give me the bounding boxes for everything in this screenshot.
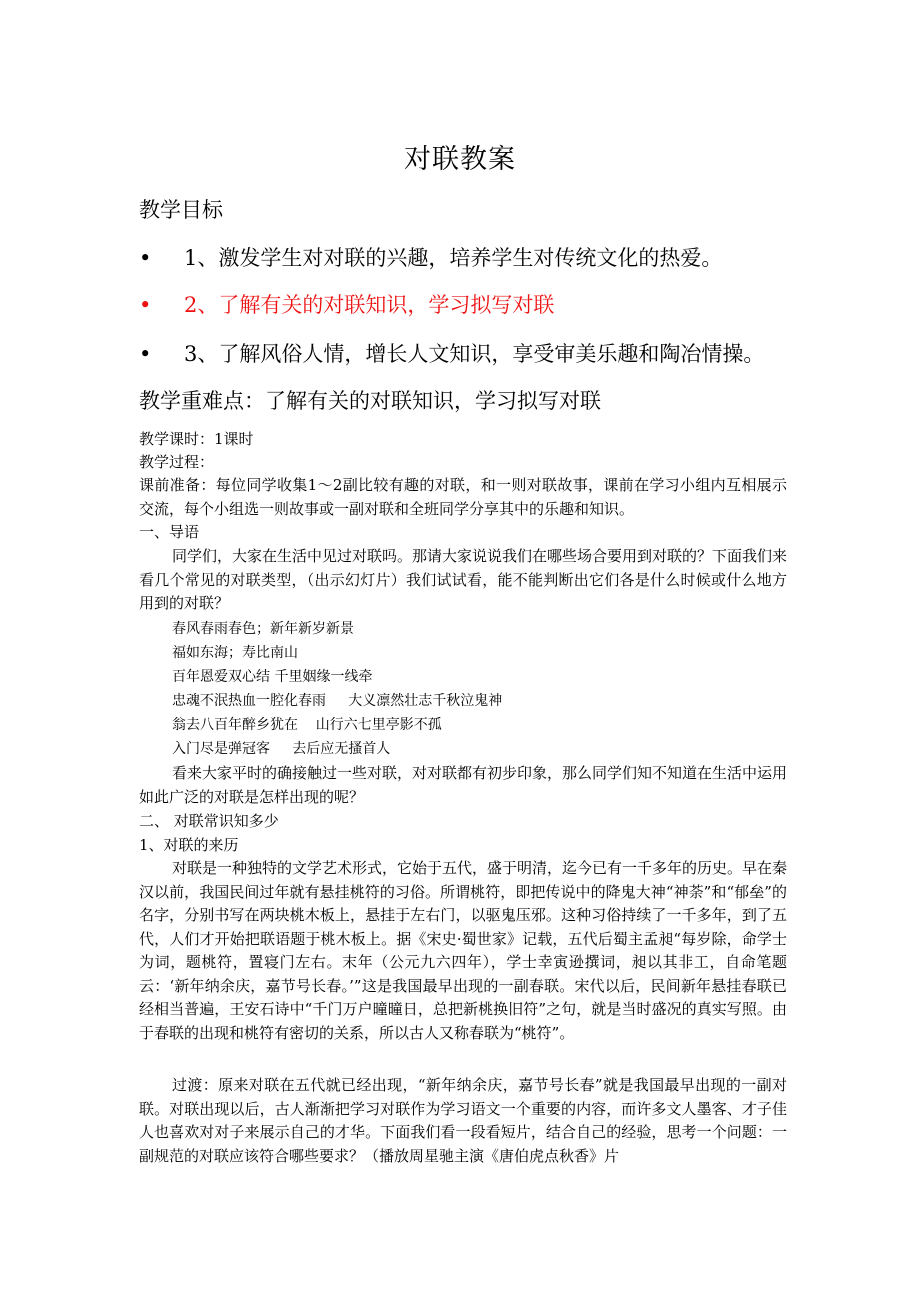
- key-point-heading: 教学重难点：了解有关的对联知识，学习拟写对联: [139, 389, 601, 413]
- goal-item-2: [139, 290, 554, 320]
- history-paragraph: 对联是一种独特的文学艺术形式，它始于五代，盛于明清，迄今已有一千多年的历史。早在秦汉以前，我国民间过年就有悬挂桃符的习俗。所谓桃符，即把传说中的降鬼大神“神荼”和“郁垒”的名字，分别书写在两块桃木板上，悬挂于左右门，以驱鬼压邪。这种习俗持续了一千多年，到了五代，人们才开始把联语题于桃木板上。据《宋史·蜀世家》记载，五代后蜀主孟昶“每岁除，命学士为词，题桃符，置寝门左右。末年（公元九六四年），学士幸寅逊撰词，昶以其非工，自命笔题云：‘新年纳余庆，嘉节号长春。’”这是我国最早出现的一副春联。宋代以后，民间新年悬挂春联已经相当普遍，王安石诗中“千门万户曈曈日，总把新桃换旧符”之句，就是当时盛况的真实写照。由于春联的出现和桃符有密切的关系，所以古人又称春联为“桃符”。: [139, 859, 788, 1042]
- bullet-icon: •: [139, 342, 152, 366]
- bullet-icon: •: [139, 246, 152, 270]
- couplet-line: 入门尽是弹冠客 去后应无搔首人: [172, 741, 391, 757]
- couplet-line: 春风春雨春色；新年新岁新景: [172, 621, 354, 637]
- goal-text: 2、了解有关的对联知识，学习拟写对联: [184, 293, 555, 317]
- goal-text: 3、了解风俗人情，增长人文知识，享受审美乐趣和陶冶情操。: [184, 342, 765, 366]
- goals-heading: 教学目标: [139, 198, 223, 222]
- couplet-line: 翁去八百年醉乡犹在 山行六七里亭影不孤: [172, 717, 442, 733]
- section-knowledge-heading: 二、 对联常识知多少: [139, 812, 279, 830]
- goal-item-3: [139, 339, 764, 369]
- intro-paragraph: 同学们，大家在生活中见过对联吗。那请大家说说我们在哪些场合要用到对联的？下面我们来看几个常见的对联类型，（出示幻灯片）我们试试看，能不能判断出它们各是什么时候或什么地方用到的对联？: [139, 547, 788, 612]
- couplet-line: 福如东海；寿比南山: [172, 645, 298, 661]
- section-intro-heading: 一、导语: [139, 523, 200, 541]
- document-title: 对联教案: [404, 144, 516, 175]
- subsection-history-heading: 1、对联的来历: [139, 836, 239, 854]
- bullet-icon: •: [139, 293, 152, 317]
- transition-paragraph: 过渡：原来对联在五代就已经出现，“新年纳余庆，嘉节号长春”就是我国最早出现的一副对联。对联出现以后，古人渐渐把学习对联作为学习语文一个重要的内容，而许多文人墨客、才子佳人也喜欢对对子来展示自己的才华。下面我们看一段看短片，结合自己的经验，思考一个问题：一副规范的对联应该符合哪些要求？（播放周星驰主演《唐伯虎点秋香》片: [139, 1076, 787, 1165]
- process-label: 教学过程：: [139, 453, 215, 471]
- after-couplets-paragraph: 看来大家平时的确接触过一些对联，对对联都有初步印象，那么同学们知不知道在生活中运用如此广泛的对联是怎样出现的呢？: [139, 764, 788, 806]
- goal-item-1: [139, 243, 722, 273]
- preparation-paragraph: 课前准备：每位同学收集1～2副比较有趣的对联，和一则对联故事，课前在学习小组内互相展示交流，每个小组选一则故事或一副对联和全班同学分享其中的乐趣和知识。: [139, 476, 787, 518]
- couplet-line: 忠魂不泯热血一腔化春雨 大义凛然壮志千秋泣鬼神: [172, 693, 503, 709]
- class-hours: 教学课时：1课时: [139, 430, 254, 448]
- goal-text: 1、激发学生对对联的兴趣，培养学生对传统文化的热爱。: [184, 246, 723, 270]
- couplet-line: 百年恩爱双心结 千里姻缘一线牵: [172, 669, 373, 685]
